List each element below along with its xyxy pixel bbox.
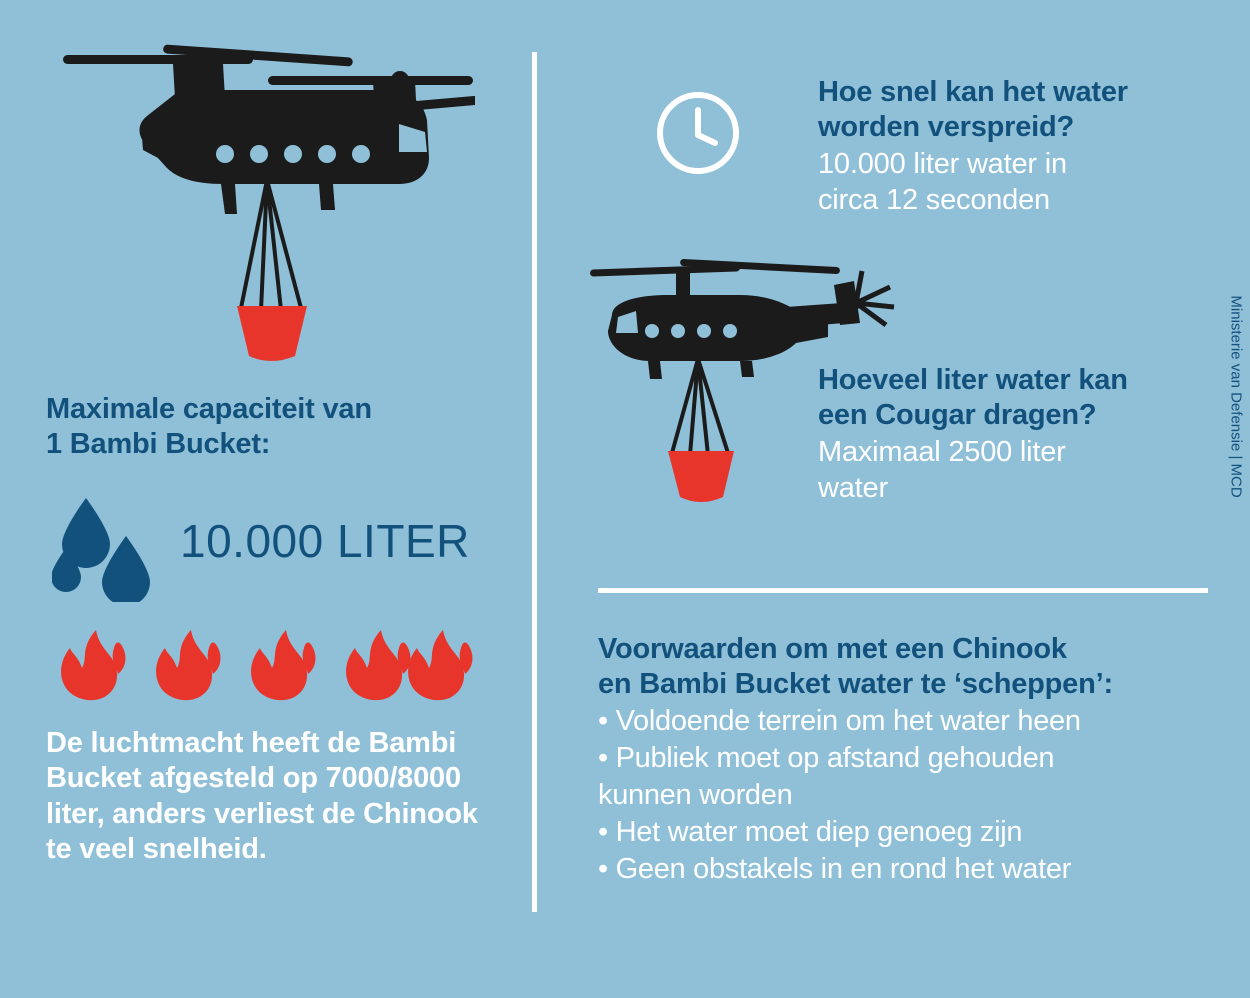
- capacity-title-line1: Maximale capaciteit van: [46, 393, 372, 425]
- capacity-title-line2: 1 Bambi Bucket:: [46, 428, 271, 461]
- speed-question-block: [818, 75, 1218, 218]
- speed-answer-line2: circa 12 seconden: [818, 184, 1050, 216]
- left-paragraph: De luchtmacht heeft de Bambi Bucket afgesteld op 7000/8000 liter, anders verliest de Chinook te veel snelheid.: [46, 727, 478, 866]
- water-drops-icon: [52, 492, 172, 602]
- list-item: • Publiek moet op afstand gehouden: [598, 741, 1055, 774]
- horizontal-divider: [598, 588, 1208, 593]
- conditions-title-line2: en Bambi Bucket water te ‘scheppen’:: [598, 668, 1113, 701]
- credit-text: Ministerie van Defensie | MCD: [1227, 295, 1244, 498]
- left-column: [0, 0, 530, 998]
- vertical-divider: [532, 52, 537, 912]
- speed-answer-line1: 10.000 liter water in: [818, 147, 1067, 180]
- cougar-question-block: [818, 363, 1218, 506]
- conditions-list: [598, 703, 1218, 889]
- flames-row: [58, 630, 478, 710]
- list-item: kunnen worden: [598, 778, 793, 811]
- chinook-helicopter-with-bambi-bucket-icon: [55, 28, 475, 368]
- list-item: • Het water moet diep genoeg zijn: [598, 816, 1023, 849]
- clock-icon: [655, 90, 741, 176]
- capacity-title: [46, 392, 486, 463]
- list-item: • Geen obstakels in en rond het water: [598, 853, 1072, 886]
- cougar-answer-line2: water: [818, 472, 888, 504]
- list-item: • Voldoende terrein om het water heen: [598, 704, 1081, 737]
- capacity-value: 10.000 LITER: [180, 515, 470, 567]
- conditions-title-line1: Voorwaarden om met een Chinook: [598, 633, 1067, 665]
- credit-label: [1227, 295, 1244, 700]
- cougar-answer-line1: Maximaal 2500 liter: [818, 435, 1066, 468]
- speed-question-line2: worden verspreid?: [818, 111, 1075, 144]
- speed-question-line1: Hoe snel kan het water: [818, 76, 1128, 108]
- cougar-question-line2: een Cougar dragen?: [818, 399, 1097, 432]
- conditions-block: [598, 632, 1218, 888]
- cougar-question-line1: Hoeveel liter water kan: [818, 364, 1128, 396]
- right-column: [560, 0, 1210, 998]
